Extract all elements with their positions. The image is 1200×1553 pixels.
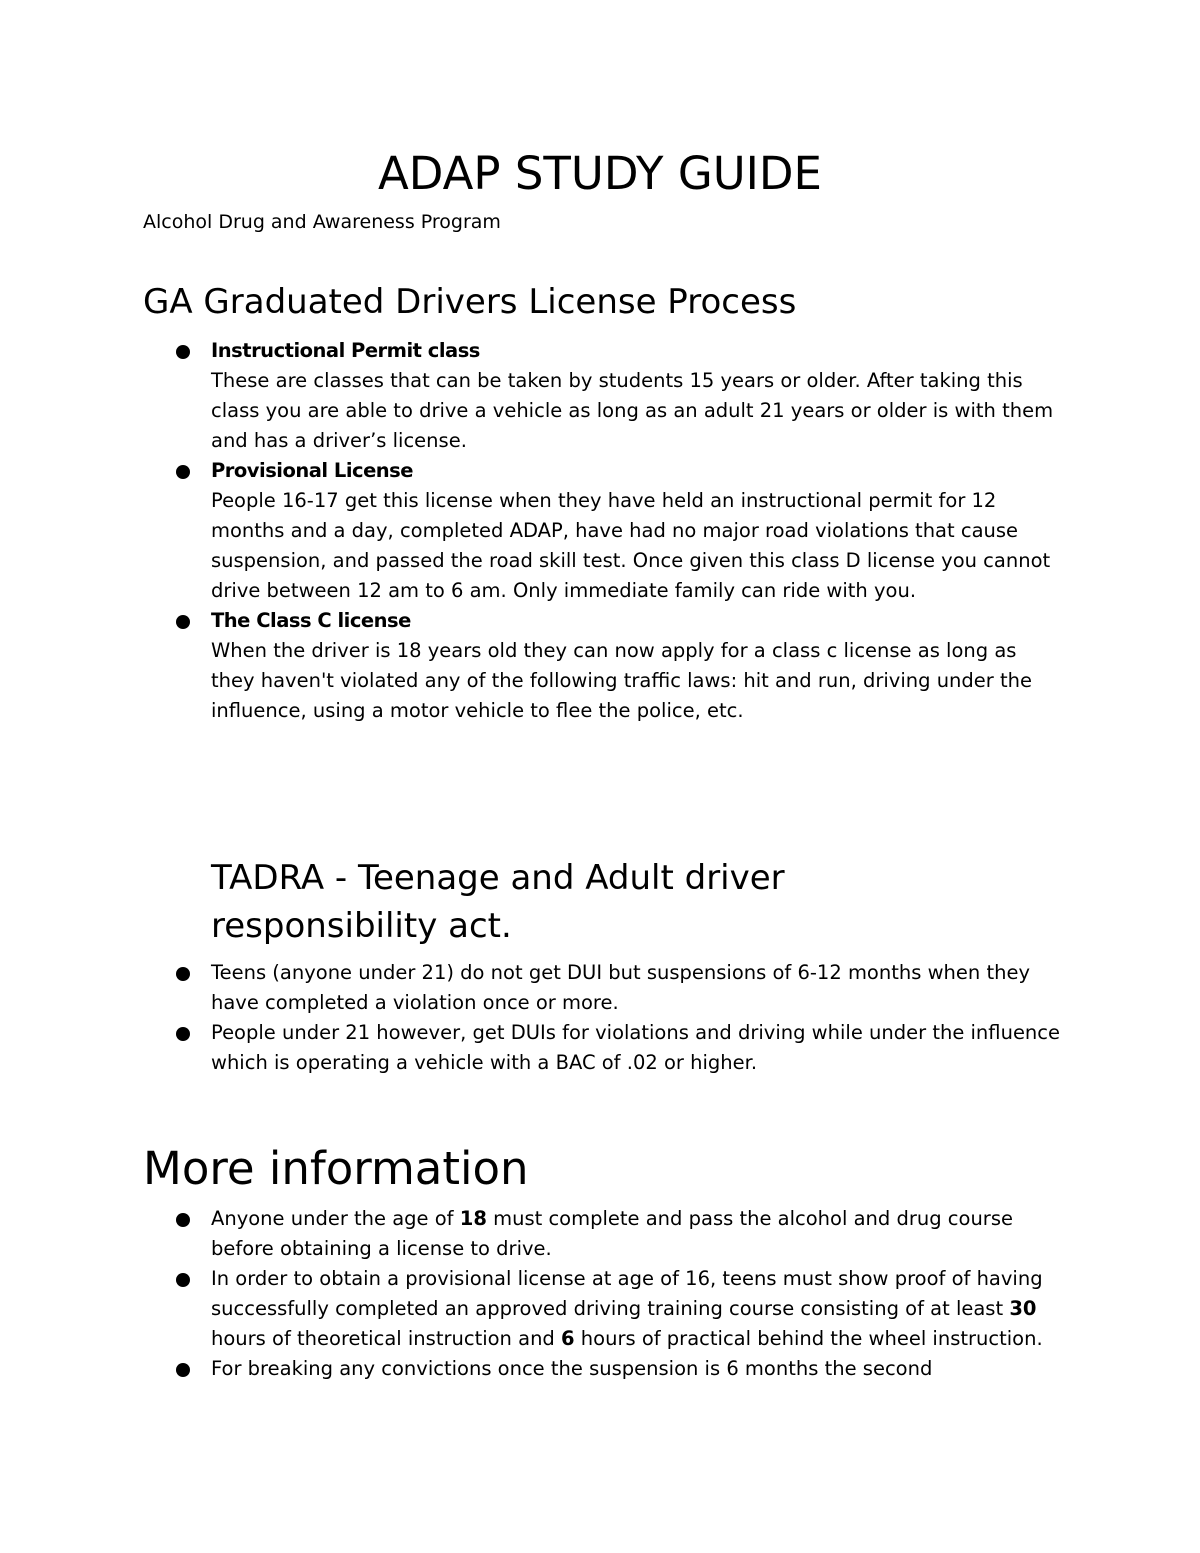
tadra-list (0, 958, 1200, 1078)
bullet-icon (176, 345, 190, 359)
more-info-list (0, 1204, 1200, 1384)
list-item (0, 1264, 1061, 1354)
item-text: In order to obtain a provisional license at age of 16, teens must show proof of having successfully completed an approved driving training course consisting of at least (211, 1267, 1043, 1320)
list-item (0, 336, 1061, 456)
bullet-icon (176, 465, 190, 479)
bullet-icon (176, 615, 190, 629)
document-subtitle: Alcohol Drug and Awareness Program (143, 211, 501, 233)
tadra-section-heading: TADRA - Teenage and Adult driver responsibility act. (211, 858, 785, 946)
list-item (0, 606, 1061, 726)
item-title: The Class C license (211, 609, 411, 632)
list-item (0, 1354, 1061, 1384)
list-item (0, 958, 1061, 1018)
item-body: For breaking any convictions once the suspension is 6 months the second (211, 1357, 933, 1380)
bullet-icon (176, 1273, 190, 1287)
hours-number: 6 (561, 1327, 575, 1350)
item-title: Provisional License (211, 459, 414, 482)
item-body: People under 21 however, get DUIs for violations and driving while under the influence which is operating a vehicle with a BAC of .02 or higher. (211, 1021, 1061, 1074)
hours-number: 30 (1009, 1297, 1037, 1320)
item-text: hours of theoretical instruction and (211, 1327, 562, 1350)
list-item (0, 456, 1061, 606)
item-body: These are classes that can be taken by students 15 years or older. After taking this class you are able to drive a vehicle as long as an adult 21 years or older is with them and has a driver’s license. (211, 369, 1054, 452)
item-text: Anyone under the age of (211, 1207, 460, 1230)
list-item (0, 1018, 1061, 1078)
item-text: must complete and pass the alcohol and drug course before obtaining a license to drive. (211, 1207, 1013, 1260)
bullet-icon (176, 1363, 190, 1377)
item-body: People 16-17 get this license when they have held an instructional permit for 12 months and a day, completed ADAP, have had no major road violations that cause suspension, and passed the road skill test. Once given this class D license you cannot drive between 12 am to 6 am. Only immediate family can ride with you. (211, 489, 1051, 602)
list-item (0, 1204, 1061, 1264)
item-text: hours of practical behind the wheel instruction. (574, 1327, 1043, 1350)
item-title: Instructional Permit class (211, 339, 480, 362)
item-body: When the driver is 18 years old they can now apply for a class c license as long as they haven't violated any of the following traffic laws: hit and run, driving under the influence, using a motor vehicle to flee the police, etc. (211, 639, 1033, 722)
bullet-icon (176, 1027, 190, 1041)
more-info-heading: More information (143, 1142, 529, 1195)
age-number: 18 (459, 1207, 487, 1230)
bullet-icon (176, 967, 190, 981)
ga-license-list (0, 336, 1200, 726)
ga-section-heading: GA Graduated Drivers License Process (143, 282, 797, 322)
document-title: ADAP STUDY GUIDE (377, 147, 822, 200)
bullet-icon (176, 1213, 190, 1227)
item-body: Teens (anyone under 21) do not get DUI but suspensions of 6-12 months when they have completed a violation once or more. (211, 961, 1030, 1014)
